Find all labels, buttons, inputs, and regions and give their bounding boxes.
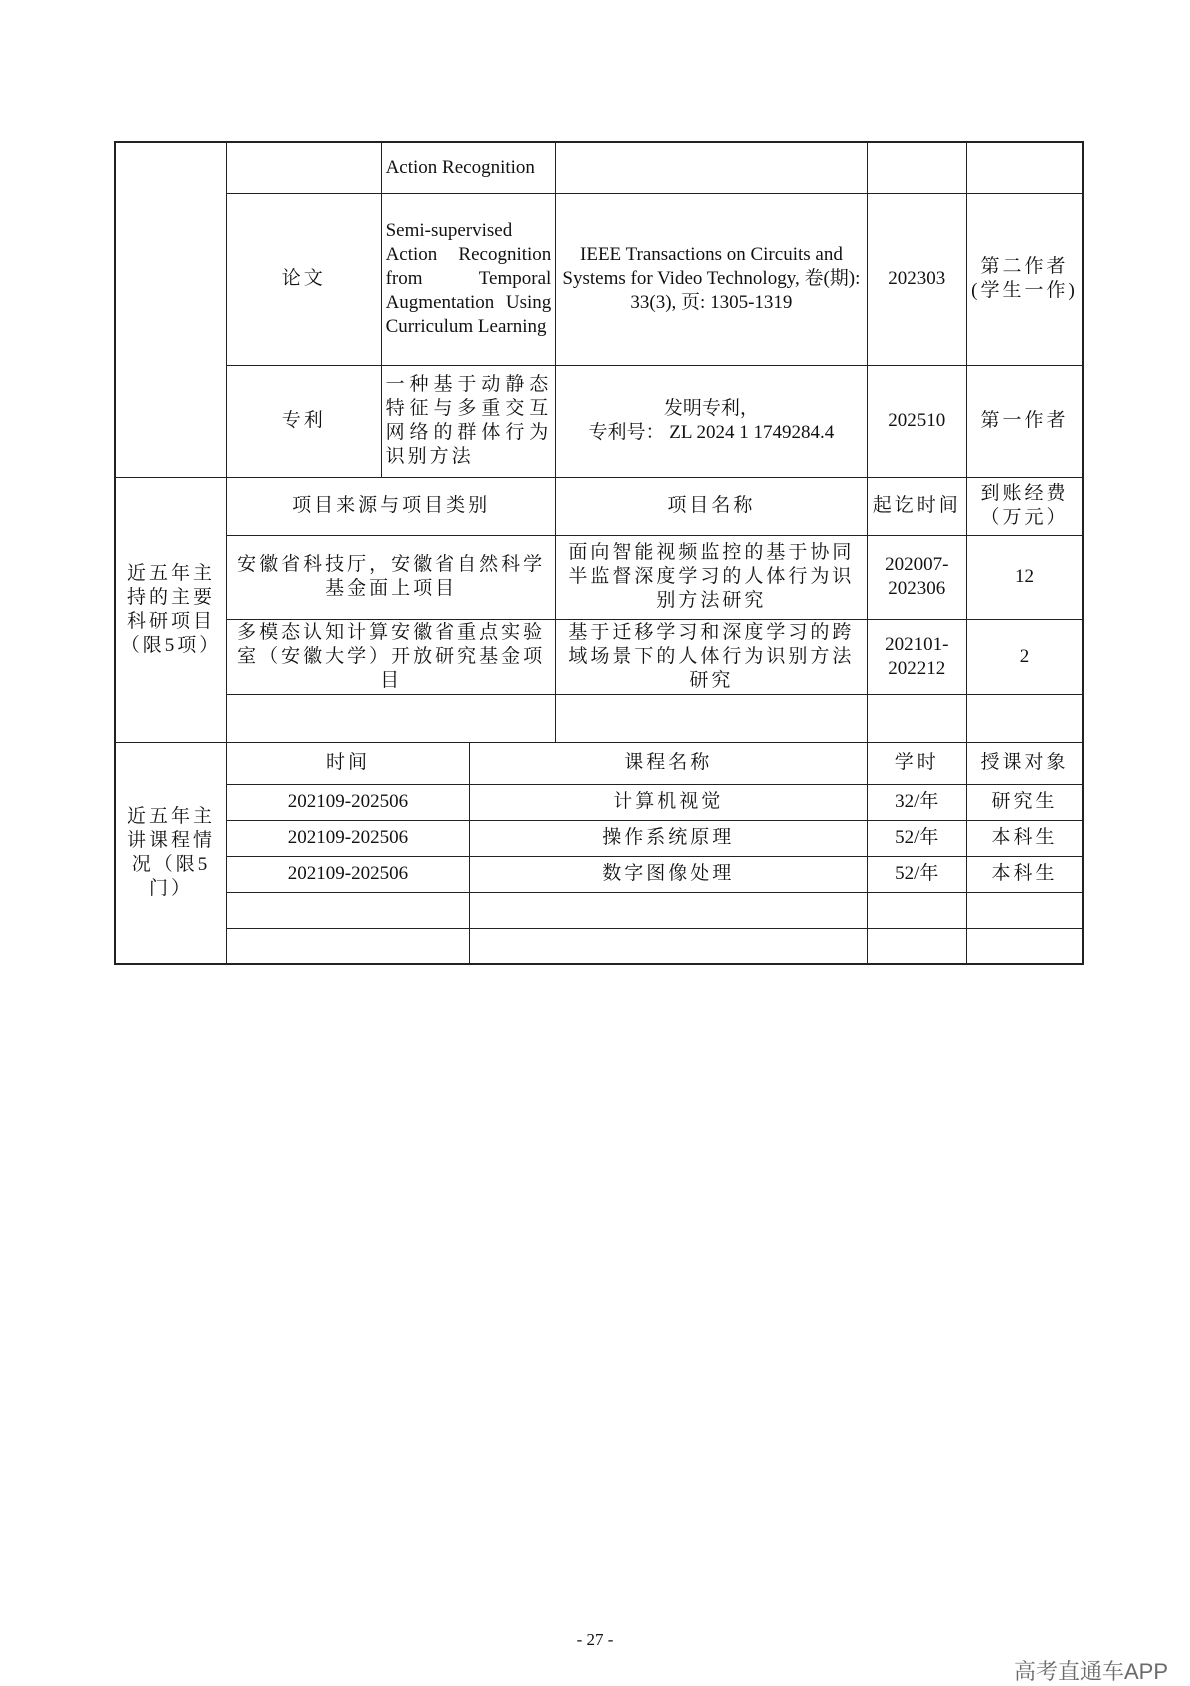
project-empty-source — [226, 694, 555, 742]
patent-venue — [556, 365, 867, 477]
achievements-table — [114, 141, 1084, 965]
patent-title: 一种基于动静态特征与多重交互网络的群体行为识别方法 — [381, 365, 556, 477]
project-empty-name — [556, 694, 867, 742]
patent-number: 专利号： ZL 2024 1 1749284.4 — [588, 422, 835, 443]
projects-header-funding: 到账经费（万元） — [966, 477, 1083, 535]
project1-funding: 12 — [966, 535, 1083, 619]
paper1-category — [226, 142, 381, 193]
paper1-title: Action Recognition — [381, 142, 556, 193]
course2-name: 操作系统原理 — [469, 820, 867, 856]
course3-name: 数字图像处理 — [469, 856, 867, 892]
course-empty1-audience — [966, 892, 1083, 928]
course2-audience: 本科生 — [966, 820, 1083, 856]
paper2-title: Semi-supervised Action Recognition from Temporal Augmentation Using Curriculum Learning — [381, 193, 556, 365]
project-row-2 — [115, 619, 1083, 694]
paper2-role: 第二作者(学生一作) — [966, 193, 1083, 365]
course-empty2-time — [226, 928, 469, 964]
course-row-empty-1 — [115, 892, 1083, 928]
course2-hours: 52/年 — [867, 820, 966, 856]
course3-hours: 52/年 — [867, 856, 966, 892]
projects-section-label: 近五年主持的主要科研项目（限5项） — [115, 477, 226, 742]
course3-time: 202109-202506 — [226, 856, 469, 892]
course1-name: 计算机视觉 — [469, 784, 867, 820]
paper1-venue — [556, 142, 867, 193]
course-row-3 — [115, 856, 1083, 892]
page-number: - 27 - — [576, 1630, 614, 1649]
patent-row — [115, 365, 1083, 477]
patent-category: 专利 — [226, 365, 381, 477]
project1-name: 面向智能视频监控的基于协同半监督深度学习的人体行为识别方法研究 — [556, 535, 867, 619]
course1-time: 202109-202506 — [226, 784, 469, 820]
course1-audience: 研究生 — [966, 784, 1083, 820]
projects-header-name: 项目名称 — [556, 477, 867, 535]
course-empty2-name — [469, 928, 867, 964]
patent-date: 202510 — [867, 365, 966, 477]
course2-time: 202109-202506 — [226, 820, 469, 856]
project1-period: 202007-202306 — [867, 535, 966, 619]
courses-header-name: 课程名称 — [469, 742, 867, 784]
project-row-1 — [115, 535, 1083, 619]
course-row-1 — [115, 784, 1083, 820]
patent-type: 发明专利， — [663, 398, 759, 419]
project2-period: 202101-202212 — [867, 619, 966, 694]
courses-header-time: 时间 — [226, 742, 469, 784]
project2-source: 多模态认知计算安徽省重点实验室（安徽大学）开放研究基金项目 — [226, 619, 555, 694]
course-empty2-hours — [867, 928, 966, 964]
watermark: 高考直通车APP — [1013, 1659, 1168, 1684]
paper-row-1 — [115, 142, 1083, 193]
project-empty-funding — [966, 694, 1083, 742]
course-row-2 — [115, 820, 1083, 856]
course-empty1-time — [226, 892, 469, 928]
project2-name: 基于迁移学习和深度学习的跨域场景下的人体行为识别方法研究 — [556, 619, 867, 694]
course3-audience: 本科生 — [966, 856, 1083, 892]
patent-role: 第一作者 — [966, 365, 1083, 477]
project1-source: 安徽省科技厅，安徽省自然科学基金面上项目 — [226, 535, 555, 619]
project-empty-period — [867, 694, 966, 742]
project-row-empty — [115, 694, 1083, 742]
project2-funding: 2 — [966, 619, 1083, 694]
paper2-category: 论文 — [226, 193, 381, 365]
courses-section-label: 近五年主讲课程情况（限5门） — [115, 742, 226, 964]
course-empty1-name — [469, 892, 867, 928]
course-empty2-audience — [966, 928, 1083, 964]
projects-header-period: 起讫时间 — [867, 477, 966, 535]
paper1-date — [867, 142, 966, 193]
paper2-date: 202303 — [867, 193, 966, 365]
paper2-venue: IEEE Transactions on Circuits and Systems for Video Technology, 卷(期): 33(3), 页: 1305-1319 — [556, 193, 867, 365]
course-row-empty-2 — [115, 928, 1083, 964]
course-empty1-hours — [867, 892, 966, 928]
projects-header-source: 项目来源与项目类别 — [226, 477, 555, 535]
course1-hours: 32/年 — [867, 784, 966, 820]
paper1-role — [966, 142, 1083, 193]
paper-row-2 — [115, 193, 1083, 365]
courses-header-hours: 学时 — [867, 742, 966, 784]
projects-header-row — [115, 477, 1083, 535]
courses-header-row — [115, 742, 1083, 784]
courses-header-audience: 授课对象 — [966, 742, 1083, 784]
papers-section-label — [115, 142, 226, 477]
